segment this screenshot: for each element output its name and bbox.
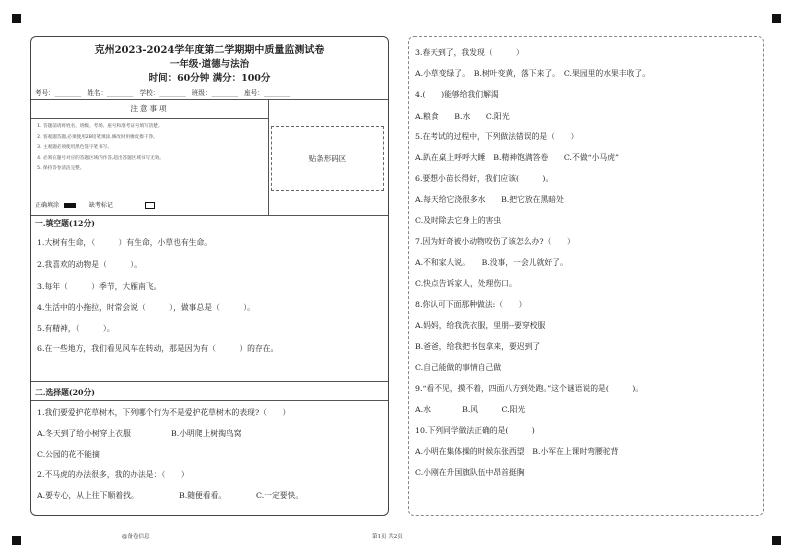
choice-option: A.要专心，从上往下顺着找。 bbox=[37, 491, 139, 500]
choice-line: 5.在考试的过程中，下列做法错误的是（ ） bbox=[415, 132, 579, 141]
correct-fill-label: 正确填涂 bbox=[35, 202, 60, 209]
info-name[interactable]: 姓名：________ bbox=[87, 89, 134, 97]
choice-line: B.爸爸，给我把书包拿来，要迟到了 bbox=[415, 342, 541, 351]
choice-question: 2.不马虎的办法很多，我的办法是：（ ） bbox=[37, 470, 189, 479]
registration-mark bbox=[12, 14, 21, 23]
fill-question: 2.我喜欢的动物是（ ）。 bbox=[37, 260, 142, 269]
choice-option: B.随便看看。 bbox=[179, 491, 227, 500]
notice-item: 1. 答题前请将姓名、班级、考场、座号和准考证号填写清楚。 bbox=[43, 122, 164, 133]
section-divider bbox=[31, 381, 388, 382]
registration-mark bbox=[772, 536, 781, 545]
choice-line: 8.你认可下面那种做法:（ ） bbox=[415, 300, 527, 309]
info-school[interactable]: 学校：________ bbox=[139, 89, 186, 97]
notice-item: 3. 主观题必须使用黑色签字笔书写。 bbox=[43, 143, 164, 154]
absent-checkbox[interactable] bbox=[145, 202, 155, 209]
footer-left: @备卷信息 bbox=[122, 534, 150, 540]
fill-marks bbox=[35, 200, 155, 209]
choice-line: 6.要想小苗长得好，我们应该( )。 bbox=[415, 174, 554, 183]
notice-item: 4. 必须在题号对应的答题区域内作答,超出答题区域书写无效。 bbox=[43, 154, 164, 165]
section-divider bbox=[31, 400, 388, 401]
page-number: 第1页 共2页 bbox=[372, 534, 403, 540]
choice-line: A.粮食 B.水 C.阳光 bbox=[415, 112, 510, 121]
registration-mark bbox=[12, 536, 21, 545]
choice-option: B.小明爬上树掏鸟窝 bbox=[171, 429, 242, 438]
notice-item: 2. 客观题答题,必须使用2B铅笔填涂,修改时用橡皮擦干净。 bbox=[43, 133, 164, 144]
info-exam-number[interactable]: 考号：________ bbox=[35, 89, 82, 97]
right-column bbox=[408, 36, 764, 516]
choice-line: 10.下列同学做法正确的是( ) bbox=[415, 426, 535, 435]
choice-option: C.公园的花不能摘 bbox=[37, 450, 100, 459]
exam-time-score: 时间：60分钟 满分：100分 bbox=[148, 73, 271, 84]
choice-line: A.妈妈，给我洗衣服，里朋--要穿校服 bbox=[415, 321, 546, 330]
fill-question: 3.每年（ ）季节，大雁南飞。 bbox=[37, 282, 162, 291]
barcode-area: 贴条形码区 bbox=[271, 126, 384, 191]
choice-line: 7.因为好奇被小动物咬伤了该怎么办?（ ） bbox=[415, 237, 575, 246]
choice-line: 4.( )能够给我们解渴 bbox=[415, 90, 499, 99]
info-class[interactable]: 班级：________ bbox=[191, 89, 238, 97]
fill-question: 4.生活中的小拖拉，时常会说（ ），做事总是（ ）。 bbox=[37, 303, 255, 312]
exam-title: 克州2023-2024学年度第二学期期中质量监测试卷 bbox=[94, 45, 325, 56]
notice-box bbox=[31, 99, 388, 216]
exam-subject: 一年级·道德与法治 bbox=[169, 59, 250, 70]
section1-title: 一.填空题(12分) bbox=[35, 219, 95, 228]
choice-line: A.每天给它浇很多水 B.把它放在黑暗处 bbox=[415, 195, 564, 204]
left-column bbox=[30, 36, 389, 516]
choice-line: C.及时除去它身上的害虫 bbox=[415, 216, 502, 225]
fill-question: 5.有精神，（ ）。 bbox=[37, 324, 115, 333]
choice-option: C.一定要快。 bbox=[256, 491, 304, 500]
filled-box-icon bbox=[64, 203, 76, 208]
registration-mark bbox=[772, 14, 781, 23]
choice-line: 9.“看不见，摸不着，四面八方到处跑。”这个谜语说的是( )。 bbox=[415, 384, 644, 393]
choice-option: A.冬天到了给小树穿上衣服 bbox=[37, 429, 131, 438]
absent-mark-label: 缺考标记 bbox=[88, 202, 113, 209]
choice-line: C.小刚在升国旗队伍中昂首挺胸 bbox=[415, 468, 525, 477]
choice-line: A.小明在集体操的时候东张西望 B.小军在上课时弯腰驼背 bbox=[415, 447, 619, 456]
notice-left bbox=[31, 100, 269, 215]
fill-question: 1.大树有生命，（ ）有生命，小草也有生命。 bbox=[37, 238, 213, 247]
choice-question: 1.我们要爱护花草树木，下列哪个行为不是爱护花草树木的表现?（ ） bbox=[37, 408, 291, 417]
notice-title: 注意事项 bbox=[31, 100, 268, 119]
choice-line: 3.春天到了，我发现（ ） bbox=[415, 48, 524, 57]
choice-line: A.趴在桌上呼呼大睡 B.精神饱满答卷 C.不做“小马虎” bbox=[415, 153, 619, 162]
section2-title: 二.选择题(20分) bbox=[35, 388, 95, 397]
choice-line: A.小草变绿了。 B.树叶变黄，落下来了。 C.果园里的水果丰收了。 bbox=[415, 69, 650, 78]
info-seat[interactable]: 座号：________ bbox=[244, 89, 291, 97]
choice-line: C.自己能做的事情自己做 bbox=[415, 363, 502, 372]
choice-line: A.水 B.风 C.阳光 bbox=[415, 405, 526, 414]
notice-item: 5. 保持答卷清洁完整。 bbox=[43, 164, 164, 175]
fill-question: 6.在一些地方，我们看见风车在转动，那是因为有（ ）的存在。 bbox=[37, 344, 279, 353]
student-info bbox=[35, 87, 294, 97]
choice-line: A.不和家人说。 B.没事，一会儿就好了。 bbox=[415, 258, 568, 267]
choice-line: C.快点告诉家人，处理伤口。 bbox=[415, 279, 517, 288]
notice-list bbox=[35, 122, 164, 175]
